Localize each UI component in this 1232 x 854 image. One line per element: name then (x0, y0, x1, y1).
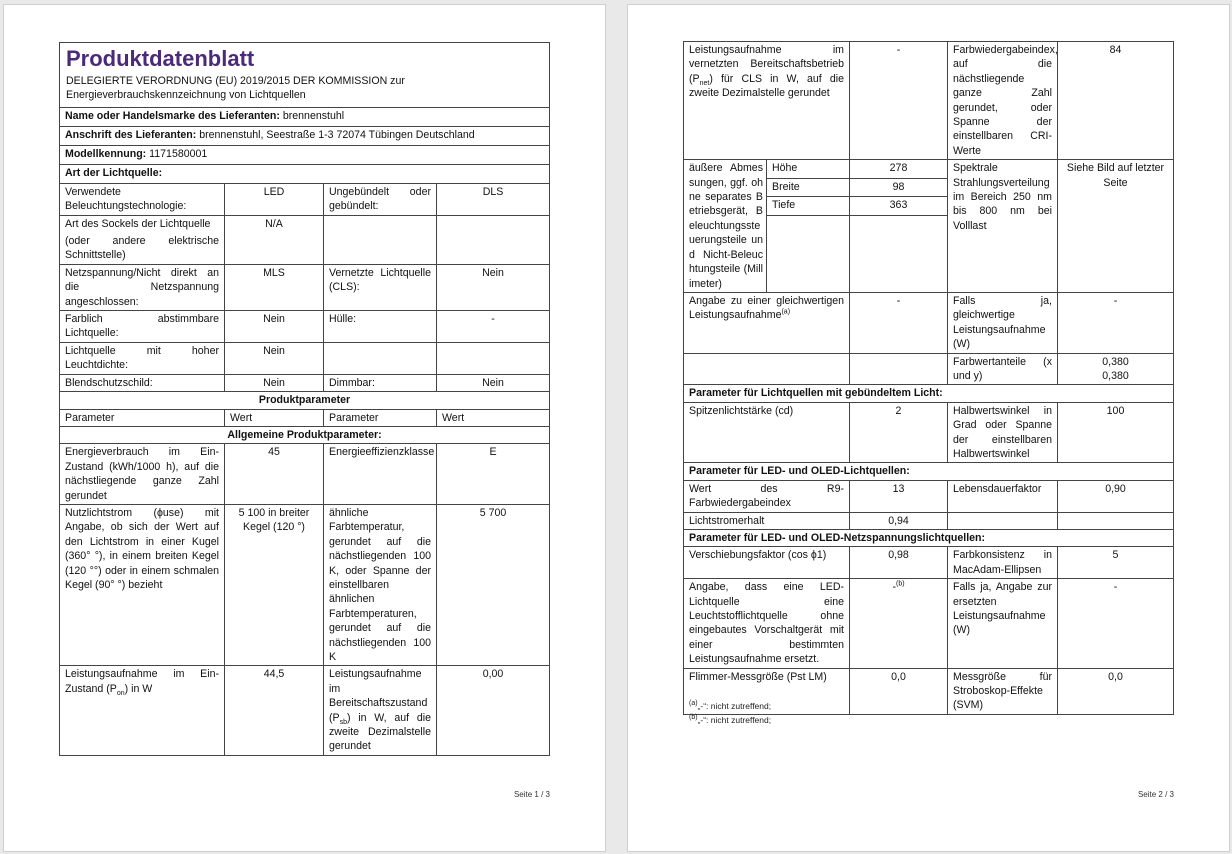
pnet-sub: net (699, 79, 710, 87)
footnote-a (689, 699, 771, 713)
height-label: Höhe (767, 160, 850, 179)
spectral-label: Spektrale Strahlungsverteilung im Bereich 250 nm bis 800 nm bei Volllast (948, 160, 1058, 293)
peak-intensity-value: 2 (850, 402, 948, 463)
equiv-power-value: - (1058, 292, 1174, 353)
general-params-header: Allgemeine Produktparameter: (60, 426, 550, 443)
luminance-label: Lichtquelle mit hoher Leuchtdichte: (60, 342, 225, 374)
empty-cell (324, 342, 437, 374)
pnet-value: - (850, 42, 948, 160)
address-value: brennenstuhl, Seestraße 1-3 72074 Tübingen Deutschland (199, 128, 475, 141)
equiv-label-cell (684, 292, 850, 353)
page-1 (3, 4, 606, 852)
page-number: Seite 1 / 3 (513, 790, 550, 799)
chromaticity-label: Farbwertanteile (x und y) (948, 353, 1058, 385)
model-row (60, 145, 550, 164)
empty-cell (850, 215, 948, 292)
survival-factor-label: Lebensdauerfaktor (948, 480, 1058, 512)
depth-value: 363 (850, 197, 948, 216)
peak-intensity-label: Spitzenlichtstärke (cd) (684, 402, 850, 463)
luminance-value: Nein (225, 342, 324, 374)
footnote-b-mark: (b) (689, 714, 698, 722)
chromaticity-value-cell (1058, 353, 1174, 385)
psb-value: 0,00 (437, 666, 550, 755)
r9-value: 13 (850, 480, 948, 512)
empty-cell (684, 353, 850, 385)
glare-label: Blendschutzschild: (60, 374, 225, 391)
directional-header: Parameter für Lichtquellen mit gebündeltem Licht: (684, 385, 1174, 402)
replacement-sup: (b) (895, 580, 905, 588)
empty-cell (324, 215, 437, 264)
replacement-label: Angabe, dass eine LED-Lichtquelle eine Leuchtstofflichtquelle ohne eingebautes Vorschaltgerät mit einer bestimmten Leistungsaufnahme ersetzt. (684, 579, 850, 668)
led-params-header: Parameter für LED- und OLED-Lichtquellen: (684, 463, 1174, 480)
efficiency-class-value: E (437, 444, 550, 505)
equiv-value: - (850, 292, 948, 353)
stroboscopic-label: Messgröße für Stroboskop-Effekte (SVM) (948, 668, 1058, 714)
empty-cell (437, 342, 550, 374)
empty-cell (767, 215, 850, 292)
hull-value: - (437, 311, 550, 343)
color-consistency-value: 5 (1058, 547, 1174, 579)
dimmable-label: Dimmbar: (324, 374, 437, 391)
model-value: 1171580001 (149, 147, 208, 160)
pon-sub: on (116, 689, 125, 697)
address-row (60, 126, 550, 145)
pon-value: 44,5 (225, 666, 324, 755)
color-tunable-label: Farblich abstimmbare Lichtquelle: (60, 311, 225, 343)
beam-angle-value: 100 (1058, 402, 1174, 463)
replacement-power-value: - (1058, 579, 1174, 668)
pon-label: Leistungsaufnahme im Ein-Zustand (P (65, 668, 219, 695)
col-param-2: Parameter (324, 409, 437, 426)
empty-cell (437, 215, 550, 264)
cls-label: Vernetzte Lichtquelle (CLS): (324, 264, 437, 310)
flicker-value: 0,0 (850, 668, 948, 714)
hull-label: Hülle: (324, 311, 437, 343)
footnote-b (689, 713, 771, 727)
technology-value: LED (225, 183, 324, 215)
lumen-maintenance-label: Lichtstromerhalt (684, 512, 850, 529)
psb-label: Leistungsaufnahme im Bereitschaftszustand (P (329, 668, 428, 724)
socket-value: N/A (225, 215, 324, 264)
socket-label: Art des Sockels der Lichtquelle (65, 217, 211, 230)
efficiency-class-label: Energieeffizienzklasse (324, 444, 437, 505)
dimensions-label: äußere Abmessungen, ggf. ohne separates Betriebsgerät, Beleuchtungssteuerungsteile und Nicht-Beleuchtungsteile (Millimeter) (684, 160, 767, 293)
bundled-value: DLS (437, 183, 550, 215)
replacement-power-label: Falls ja, Angabe zur ersetzten Leistungsaufnahme (W) (948, 579, 1058, 668)
chromaticity-x: 0,380 (1102, 355, 1129, 368)
psb-label-end: ) in W, auf die zweite Dezimalstelle gerundet (329, 711, 431, 753)
footnote-b-text: „-“: nicht zutreffend; (697, 715, 772, 725)
r9-label: Wert des R9-Farbwiedergabeindex (684, 480, 850, 512)
luminous-flux-label: Nutzlichtstrom (ϕuse) mit Angabe, ob sich der Wert auf den Lichtstrom in einer Kugel (360° °), in einem breiten Kegel (120 °°) oder in einem schmalen Kegel (90° °) bezieht (60, 504, 225, 665)
width-value: 98 (850, 178, 948, 197)
footnotes (689, 699, 771, 727)
displacement-factor-label: Verschiebungsfaktor (cos ϕ1) (684, 547, 850, 579)
psb-sub: sb (339, 718, 347, 726)
replacement-value: - (892, 581, 896, 594)
supplier-value: brennenstuhl (282, 109, 345, 122)
page-title: Produktdatenblatt (66, 46, 255, 71)
pnet-label-end: ) für CLS in W, auf die zweite Dezimalstelle gerundet (689, 72, 844, 100)
width-label: Breite (767, 178, 850, 197)
col-param-1: Parameter (60, 409, 225, 426)
mains-value: MLS (225, 264, 324, 310)
technology-label: Verwendete Beleuchtungstechnologie: (60, 183, 225, 215)
mains-label: Netzspannung/Nicht direkt an die Netzspannung angeschlossen: (60, 264, 225, 310)
cct-value: 5 700 (437, 504, 550, 665)
energy-value: 45 (225, 444, 324, 505)
luminous-flux-value: 5 100 in breiter Kegel (120 °) (225, 504, 324, 665)
pnet-label: Leistungsaufnahme im vernetzten Bereitschaftsbetrieb (P (689, 44, 844, 85)
product-datasheet-table-2 (683, 41, 1174, 715)
page-2 (627, 4, 1230, 852)
empty-cell (850, 353, 948, 385)
replacement-value-cell (850, 579, 948, 668)
cri-value: 84 (1058, 42, 1174, 160)
supplier-row (60, 107, 550, 126)
page-number: Seite 2 / 3 (1137, 790, 1174, 799)
empty-cell (1058, 512, 1174, 529)
cct-label: ähnliche Farbtemperatur, gerundet auf die nächstliegenden 100 K, oder Spanne der einstellbaren ähnlichen Farbtemperaturen, gerundet auf die nächstliegenden 100 K (324, 504, 437, 665)
bundled-label: Ungebündelt oder gebündelt: (324, 183, 437, 215)
lumen-maintenance-value: 0,94 (850, 512, 948, 529)
color-consistency-label: Farbkonsistenz in MacAdam-Ellipsen (948, 547, 1058, 579)
spectral-value: Siehe Bild auf letzter Seite (1058, 160, 1174, 293)
depth-label: Tiefe (767, 197, 850, 216)
color-tunable-value: Nein (225, 311, 324, 343)
socket-label-cell (60, 215, 225, 264)
equiv-power-label: Falls ja, gleichwertige Leistungsaufnahme (W) (948, 292, 1058, 353)
socket-label-note: (oder andere elektrische Schnittstelle) (65, 235, 219, 262)
pnet-label-cell (684, 42, 850, 160)
header-cell (60, 43, 550, 108)
psb-label-cell (324, 666, 437, 755)
mains-led-params-header: Parameter für LED- und OLED-Netzspannungslichtquellen: (684, 530, 1174, 547)
footnote-a-mark: (a) (689, 700, 698, 708)
stroboscopic-value: 0,0 (1058, 668, 1174, 714)
col-value-2: Wert (437, 409, 550, 426)
chromaticity-y: 0,380 (1102, 369, 1129, 382)
empty-cell (948, 512, 1058, 529)
displacement-factor-value: 0,98 (850, 547, 948, 579)
cls-value: Nein (437, 264, 550, 310)
pon-label-end: ) in W (124, 682, 153, 695)
supplier-label: Name oder Handelsmarke des Lieferanten: (65, 109, 280, 122)
energy-label: Energieverbrauch im Ein-Zustand (kWh/1000 h), auf die nächstliegende ganze Zahl gerundet (60, 444, 225, 505)
survival-factor-value: 0,90 (1058, 480, 1174, 512)
dimmable-value: Nein (437, 374, 550, 391)
pon-label-cell (60, 666, 225, 755)
equiv-label: Angabe zu einer gleichwertigen Leistungsaufnahme (689, 294, 844, 322)
height-value: 278 (850, 160, 948, 179)
beam-angle-label: Halbwertswinkel in Grad oder Spanne der einstellbaren Halbwertswinkel (948, 402, 1058, 463)
flicker-label: Flimmer-Messgröße (Pst LM) (684, 668, 850, 714)
model-label: Modellkennung: (65, 147, 147, 160)
light-source-type-header: Art der Lichtquelle: (60, 164, 550, 183)
cri-label: Farbwiedergabeindex, auf die nächstliegende ganze Zahl gerundet, oder Spanne der einstellbaren CRI-Werte (948, 42, 1058, 160)
product-params-header: Produktparameter (60, 392, 550, 409)
col-value-1: Wert (225, 409, 324, 426)
footnote-a-text: „-“: nicht zutreffend; (697, 701, 772, 711)
address-label: Anschrift des Lieferanten: (65, 128, 197, 141)
glare-value: Nein (225, 374, 324, 391)
equiv-sup: (a) (781, 308, 791, 316)
regulation-subtitle: DELEGIERTE VERORDNUNG (EU) 2019/2015 DER KOMMISSION zur Energieverbrauchskennzeichnung von Lichtquellen (66, 75, 405, 102)
product-datasheet-table-1 (59, 42, 550, 756)
